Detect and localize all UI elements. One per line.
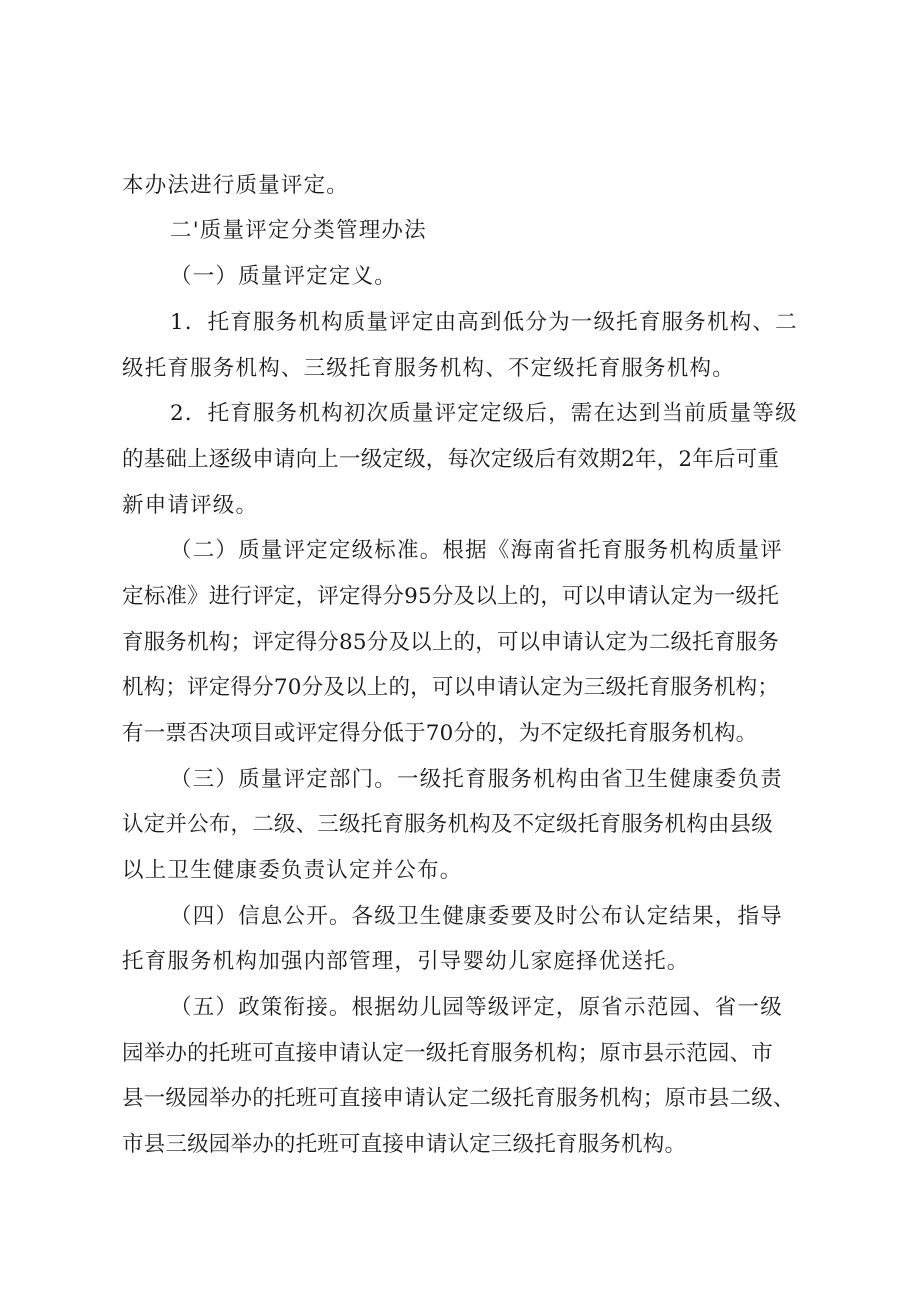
department-paragraph-line-1: （三）质量评定部门。一级托育服务机构由省卫生健康委负责: [170, 767, 783, 792]
policy-paragraph-line-2: 园举办的托班可直接申请认定一级托育服务机构；原市县示范园、市: [122, 1041, 774, 1066]
paragraph-continuation: 本办法进行质量评定。: [122, 173, 350, 198]
standard-paragraph-line-2: 定标准》进行评定，评定得分95分及以上的，可以申请认定为一级托: [122, 584, 780, 609]
item-2-line-1: 2．托育服务机构初次质量评定定级后，需在达到当前质量等级: [170, 401, 798, 426]
policy-paragraph-line-3: 县一级园举办的托班可直接申请认定二级托育服务机构；原市县二级、: [122, 1086, 795, 1111]
standard-paragraph-line-3: 育服务机构；评定得分85分及以上的，可以申请认定为二级托育服务: [122, 630, 780, 655]
policy-paragraph-line-1: （五）政策衔接。根据幼儿园等级评定，原省示范园、省一级: [170, 995, 783, 1020]
policy-paragraph-line-4: 市县三级园举办的托班可直接申请认定三级托育服务机构。: [122, 1132, 687, 1157]
department-paragraph-line-2: 认定并公布，二级、三级托育服务机构及不定级托育服务机构由县级: [122, 812, 774, 837]
standard-paragraph-line-1: （二）质量评定定级标准。根据《海南省托育服务机构质量评: [170, 538, 783, 563]
standard-paragraph-line-5: 有一票否决项目或评定得分低于70分的，为不定级托育服务机构。: [122, 721, 758, 746]
item-2-line-2: 的基础上逐级申请向上一级定级，每次定级后有效期2年，2年后可重: [122, 447, 780, 472]
disclosure-paragraph-line-1: （四）信息公开。各级卫生健康委要及时公布认定结果，指导: [170, 904, 783, 929]
disclosure-paragraph-line-2: 托育服务机构加强内部管理，引导婴幼儿家庭择优送托。: [122, 949, 690, 974]
section-heading: 二'质量评定分类管理办法: [170, 218, 427, 243]
department-paragraph-line-3: 以上卫生健康委负责认定并公布。: [122, 858, 463, 883]
subsection-heading-definition: （一）质量评定定义。: [170, 264, 398, 289]
item-1-line-1: 1．托育服务机构质量评定由高到低分为一级托育服务机构、二: [170, 310, 798, 335]
item-2-line-3: 新申请评级。: [122, 493, 259, 518]
item-1-line-2: 级托育服务机构、三级托育服务机构、不定级托育服务机构。: [122, 356, 735, 381]
standard-paragraph-line-4: 机构；评定得分70分及以上的，可以申请认定为三级托育服务机构；: [122, 675, 780, 700]
